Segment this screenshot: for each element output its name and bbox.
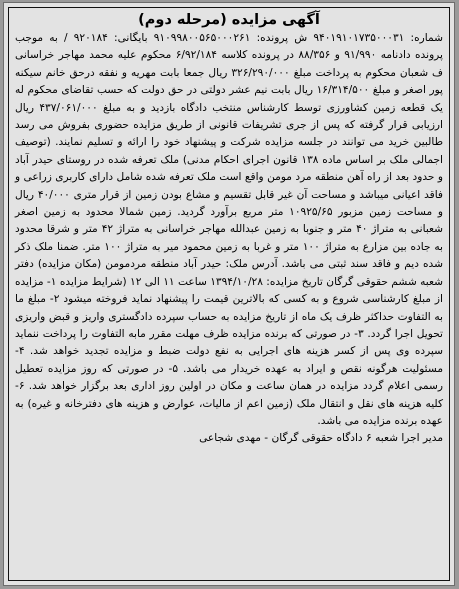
notice-frame [8, 7, 450, 581]
notice-body: شماره: ۹۴۰۱۹۱۰۱۷۳۵۰۰۰۳۱ ش پرونده: ۹۱۰۹۹۸۰۰۵۶۵۰۰۰۲۶۱ بایگانی: ۹۲۰۱۸۴ / به موجب پرونده دادنامه ۹۱/۹۹۰ و ۸۸/۳۵۶ در پرونده کلاسه ۶/۹۲/۱۸۴ محکوم علیه محمد مهاجر خراسانی ف شعبان محکوم به پرداخت مبلغ ۳۲۶/۲۹۰/۰۰۰ ریال جمعا بابت مهریه و نفقه درحق خانم سیکنه پور اصغر و مبلغ ۱۶/۳۱۴/۵۰۰ ریال بابت نیم عشر دولتی در حق دولت که حسب تقاضای محکوم له یک قطعه زمین کشاورزی توسط کارشناس منتخب دادگاه بازدید و به مبلغ ۴۳۷/۰۶۱/۰۰۰ ریال ارزیابی قرار گرفته که پس از جری تشریفات قانونی از طریق مزایده حضوری بفروش می رسد طالبین خرید می توانند در جلسه مزایده شرکت و پیشنهاد خود را ارائه و تسلیم نمایند. (توصیف اجمالی ملک بر اساس ماده ۱۳۸ قانون اجرای احکام مدنی) ملک تعرفه شده در روستای حیدر آباد و حدود بعد از راه آهن منطقه مرد مومن واقع است ملک تعرفه شده شامل دارای کاربری زراعی و فاقد اعیانی میباشد و مساحت آن غیر قابل تقسیم و مشاع بودن زمین از قرار متری ۴۰/۰۰۰ ریال و مساحت زمین مزبور ۱۰۹۲۵/۶۵ متر مربع برآورد گردید. زمین شمالا محدود به زمین اصغر شعبانی به متراژ ۴۰ متر و جنوبا به زمین عبدالله مهاجر خراسانی به متراژ ۴۲ متر و شرقا محدود به جاده بین مزارع به متراژ ۱۰۰ متر و غربا به زمین محمود میر به متراژ ۱۰۰ متر. ضمنا ملک ذکر شده دیم و فاقد سند ثبتی می باشد. آدرس ملک: حیدر آباد منطقه مردمومن (مکان مزایده) دفتر شعبه ششم حقوقی گرگان تاریخ مزایده: ۱۳۹۴/۱۰/۲۸ ساعت ۱۱ الی ۱۲ (شرایط مزایده ۱- مزایده از مبلغ کارشناسی شروع و به کسی که بالاترین قیمت را پیشنهاد نماید فروخته میشود ۲- مبلغ ما به التفاوت حداکثر ظرف یک ماه از تاریخ مزایده به حساب سپرده دادگستری واریز و قبض واریزی تحویل اجرا گردد. ۳- در صورتی که برنده مزایده ظرف مهلت مقرر مابه التفاوت را پرداخت ننماید سپرده وی پس از کسر هزینه های اجرایی به نفع دولت ضبط و مزایده تجدید خواهد شد. ۴- مسئولیت هرگونه نقص و ایراد به عهده خریدار می باشد. ۵- در صورتی که روز مزایده تعطیل رسمی اعلام گردد مزایده در همان ساعت و مکان در اولین روز اداری بعد برگزار خواهد شد. ۶- کلیه هزینه های نقل و انتقال ملک (زمین اعم از مالیات، عوارض و هزینه های دفترخانه و غیره) به عهده برنده مزایده می باشد. [15, 32, 444, 427]
newspaper-clipping [3, 2, 455, 586]
notice-signature: مدیر اجرا شعبه ۶ دادگاه حقوقی گرگان - مهدی شجاعی [199, 432, 443, 445]
notice-title: آگهی مزایده (مرحله دوم) [138, 12, 320, 28]
